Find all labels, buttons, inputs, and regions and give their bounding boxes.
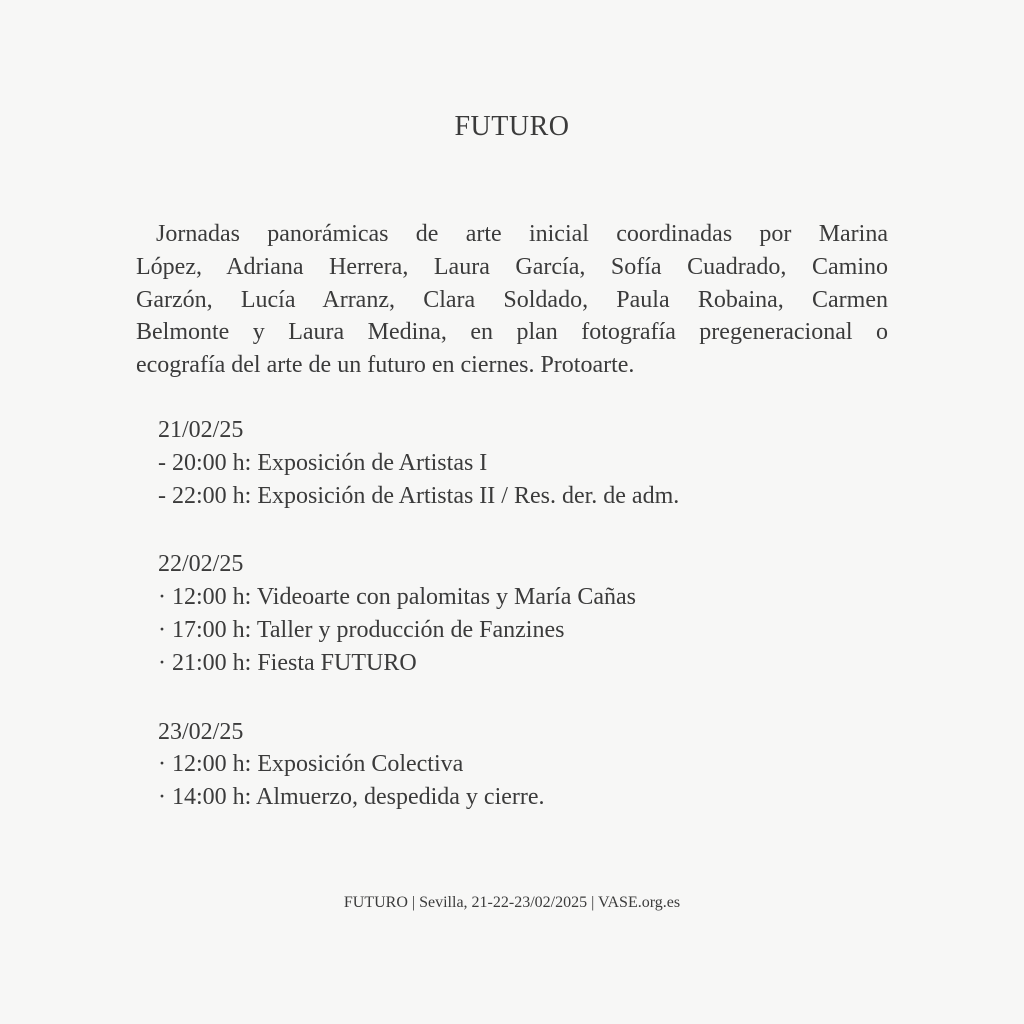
schedule-day-1 (158, 414, 888, 512)
schedule-event: - 20:00 h: Exposición de Artistas I (158, 449, 488, 476)
schedule-event: · 21:00 h: Fiesta FUTURO (158, 649, 417, 676)
schedule-date: 23/02/25 (158, 718, 244, 745)
schedule-day-2 (158, 548, 888, 679)
intro-line: Garzón, Lucía Arranz, Clara Soldado, Paula Robaina, Carmen (136, 286, 888, 313)
intro-line: Jornadas panorámicas de arte inicial coordinadas por Marina (156, 221, 888, 247)
schedule-date: 21/02/25 (158, 417, 244, 443)
intro-line: ecografía del arte de un futuro en ciernes. Protoarte. (136, 352, 635, 379)
intro-line: Belmonte y Laura Medina, en plan fotografía pregeneracional o (136, 319, 888, 346)
schedule-event: · 17:00 h: Taller y producción de Fanzines (158, 616, 565, 643)
schedule-event: · 14:00 h: Almuerzo, despedida y cierre. (158, 784, 545, 811)
intro-paragraph (136, 218, 888, 382)
footer-line: FUTURO | Sevilla, 21-22-23/02/2025 | VASE.org.es (343, 894, 681, 911)
intro-line: López, Adriana Herrera, Laura García, Sofía Cuadrado, Camino (136, 253, 888, 280)
schedule-day-3 (158, 716, 888, 814)
page-title: FUTURO (454, 111, 570, 142)
schedule (158, 414, 888, 850)
schedule-date: 22/02/25 (158, 551, 244, 578)
schedule-event: · 12:00 h: Exposición Colectiva (158, 751, 464, 778)
schedule-event: - 22:00 h: Exposición de Artistas II / Res. der. de adm. (158, 482, 680, 509)
schedule-event: · 12:00 h: Videoarte con palomitas y María Cañas (158, 584, 636, 611)
